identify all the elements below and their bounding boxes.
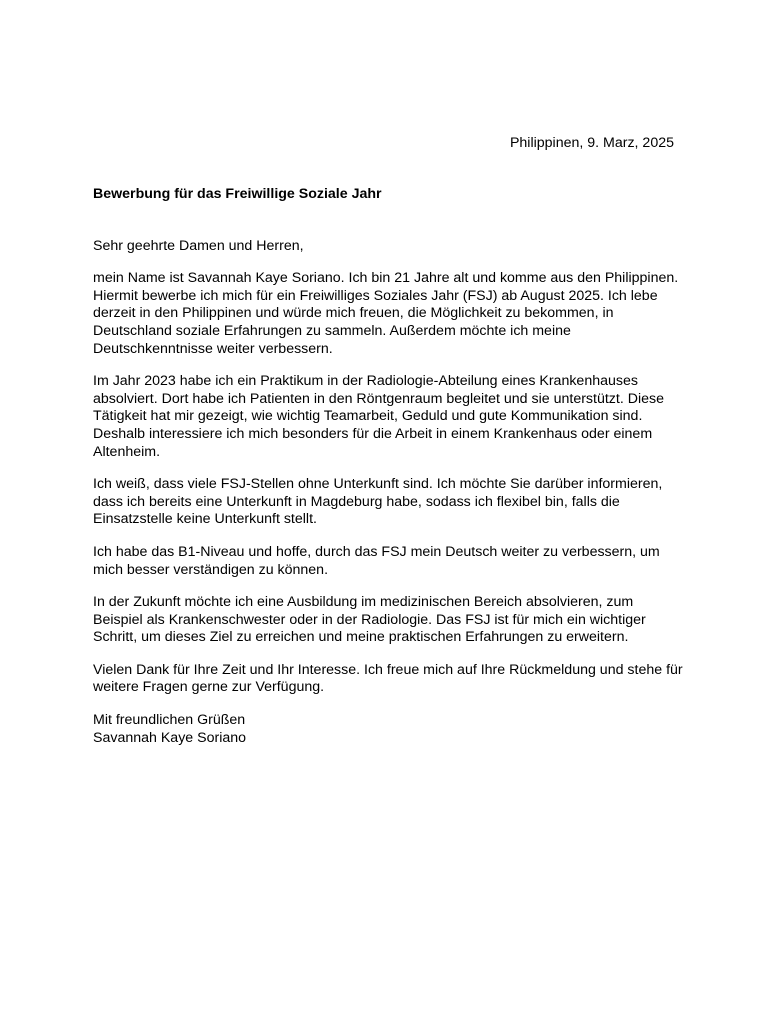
paragraph-accommodation: Ich weiß, dass viele FSJ-Stellen ohne Unterkunft sind. Ich möchte Sie darüber informieren, dass ich bereits eine Unterkunft in Magdeburg habe, sodass ich flexibel bin, falls die Einsatzstelle keine Unterkunft stellt. xyxy=(93,476,663,528)
paragraph-internship: Im Jahr 2023 habe ich ein Praktikum in der Radiologie-Abteilung eines Krankenhauses absolviert. Dort habe ich Patienten in den Röntgenraum begleitet und sie unterstützt. Diese Tätigkeit hat mir gezeigt, wie wichtig Teamarbeit, Geduld und gute Kommunikation sind. Deshalb interessiere ich mich besonders für die Arbeit in einem Krankenhaus oder einem Altenheim. xyxy=(93,373,664,460)
letter-signature: Savannah Kaye Soriano xyxy=(93,729,247,746)
paragraph-future-plans: In der Zukunft möchte ich eine Ausbildung im medizinischen Bereich absolvieren, zum Beispiel als Krankenschwester oder in der Radiologie. Das FSJ ist für mich ein wichtiger Schritt, um dieses Ziel zu erreichen und meine praktischen Erfahrungen zu erweitern. xyxy=(93,594,646,646)
paragraph-introduction: mein Name ist Savannah Kaye Soriano. Ich bin 21 Jahre alt und komme aus den Philippinen. Hiermit bewerbe ich mich für ein Freiwilliges Soziales Jahr (FSJ) ab August 2025. Ich lebe derzeit in den Philippinen und würde mich freuen, die Möglichkeit zu bekommen, in Deutschland soziale Erfahrungen zu sammeln. Außerdem möchte ich meine Deutschkenntnisse weiter verbessern. xyxy=(93,270,679,357)
letter-subject: Bewerbung für das Freiwillige Soziale Jahr xyxy=(93,186,382,202)
letter-salutation: Sehr geehrte Damen und Herren, xyxy=(93,237,304,254)
letter-date: Philippinen, 9. Marz, 2025 xyxy=(509,135,674,151)
letter-body xyxy=(93,186,683,747)
paragraph-language-level: Ich habe das B1-Niveau und hoffe, durch das FSJ mein Deutsch weiter zu verbessern, um mich besser verständigen zu können. xyxy=(93,543,660,578)
letter-closing: Mit freundlichen Grüßen xyxy=(93,712,246,729)
paragraph-thanks: Vielen Dank für Ihre Zeit und Ihr Interesse. Ich freue mich auf Ihre Rückmeldung und stehe für weitere Fragen gerne zur Verfügung. xyxy=(93,661,683,696)
